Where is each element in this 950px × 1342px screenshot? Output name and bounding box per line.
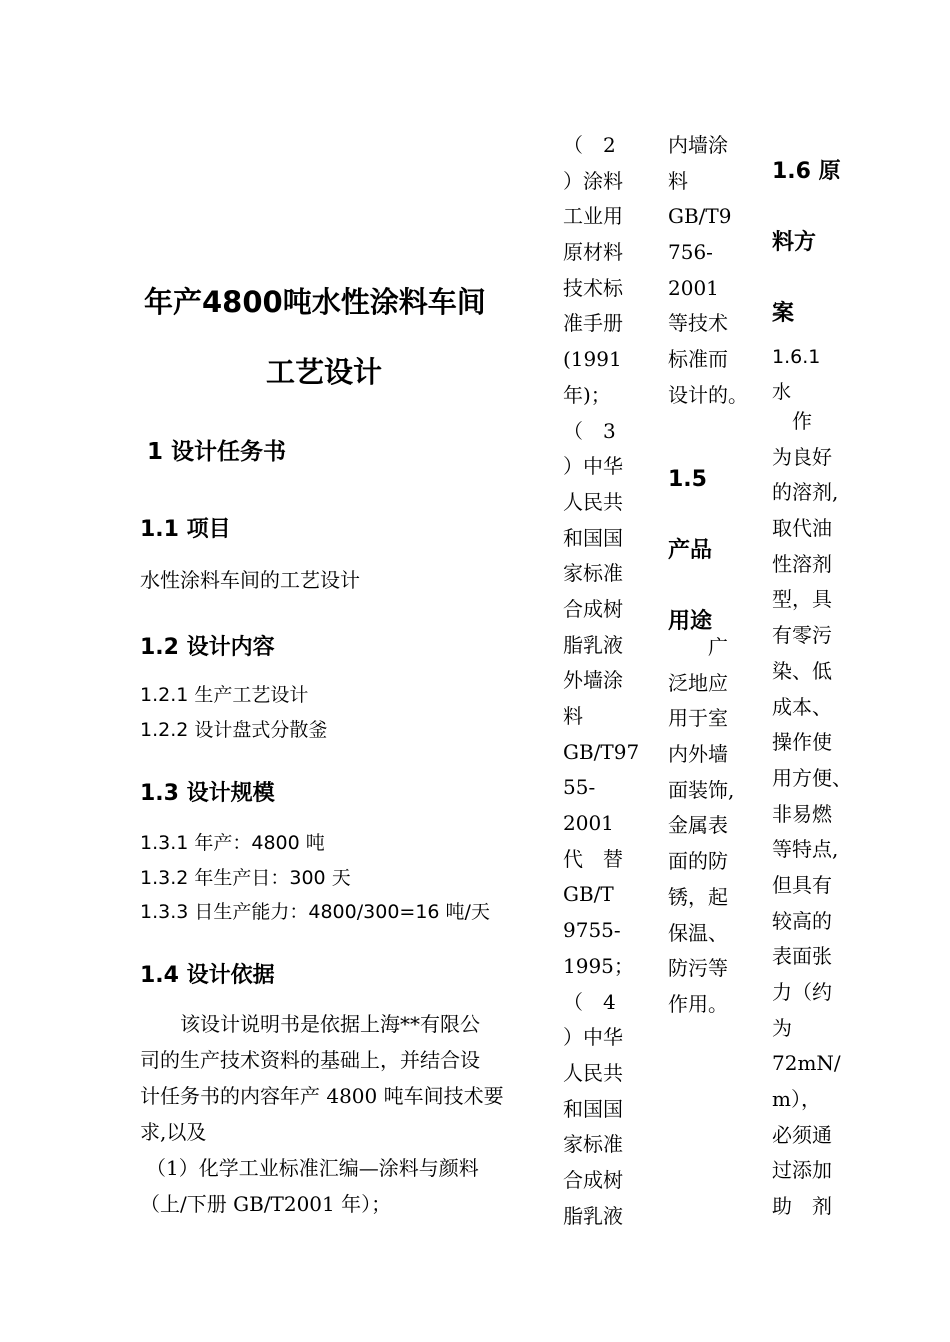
col2-line: 代 替 xyxy=(563,846,623,871)
section-1-2-2: 1.2.2 设计盘式分散釜 xyxy=(140,719,328,741)
doc-title-line2: 工艺设计 xyxy=(266,355,383,389)
col4-line: 助 剂 xyxy=(772,1194,832,1219)
col4-line: 染、低 xyxy=(772,658,832,683)
section-1-1-text: 水性涂料车间的工艺设计 xyxy=(140,568,360,592)
col3-line: 2001 xyxy=(668,275,719,300)
section-1-1-heading: 1.1 项目 xyxy=(140,517,231,542)
section-1-2-1: 1.2.1 生产工艺设计 xyxy=(140,684,309,706)
col4-line: 过添加 xyxy=(772,1158,832,1183)
col3-line: 保温、 xyxy=(668,920,728,945)
col4-line: 用方便、 xyxy=(772,765,852,790)
section-1-4-paragraph xyxy=(140,1006,530,1222)
column-2 xyxy=(563,128,640,1234)
col3-line: 756- xyxy=(668,240,713,265)
col2-line: 2001 xyxy=(563,811,614,836)
section-1-4-heading: 1.4 设计依据 xyxy=(140,963,275,988)
col4-line: 为良好 xyxy=(772,444,832,469)
col2-line: 合成树 xyxy=(563,596,623,621)
heading-line: 产品 xyxy=(668,538,713,563)
col4-line: 表面张 xyxy=(772,944,832,969)
doc-title-line1: 年产4800吨水性涂料车间 xyxy=(144,285,486,319)
col2-line: 家标准 xyxy=(563,561,623,586)
col4-line: 但具有 xyxy=(772,872,832,897)
section-1-6-1-heading xyxy=(772,340,820,410)
col3-line: 用于室 xyxy=(668,706,728,731)
col3-line: 面的防 xyxy=(668,849,728,874)
section-1-3-3: 1.3.3 日生产能力：4800/300=16 吨/天 xyxy=(140,901,490,923)
col4-line: 72mN/ xyxy=(772,1051,841,1076)
col2-line: 9755- xyxy=(563,918,621,943)
heading-line: 料方 xyxy=(772,230,817,255)
col2-line: 55- xyxy=(563,775,596,800)
col2-line: (1991 xyxy=(563,347,622,372)
col3-line: 内墙涂 xyxy=(668,133,728,157)
col2-line: （ 4 xyxy=(563,989,616,1014)
col2-line: 准手册 xyxy=(563,311,623,336)
col3-line: 内外墙 xyxy=(668,742,728,767)
col4-line: m）， xyxy=(772,1087,821,1112)
col4-line: 力（约 xyxy=(772,980,832,1004)
col3-line: 作用。 xyxy=(668,991,728,1016)
col2-line: 料 xyxy=(563,704,583,728)
heading-line: 1.6 原 xyxy=(772,159,841,184)
col3-line: 锈，起 xyxy=(668,884,728,909)
column-3 xyxy=(668,128,748,414)
heading-line: 水 xyxy=(772,381,792,403)
section-1-5-heading xyxy=(668,444,712,657)
col4-line: 型，具 xyxy=(772,587,832,612)
heading-line: 案 xyxy=(772,301,795,326)
paragraph-line: 司的生产技术资料的基础上，并结合设 xyxy=(140,1048,480,1072)
col2-line: 合成树 xyxy=(563,1167,623,1192)
col3-line: 等技术 xyxy=(668,311,728,336)
section-1-3-2: 1.3.2 年生产日：300 天 xyxy=(140,867,351,889)
col2-line: 脂乳液 xyxy=(563,1203,623,1228)
col4-line: 的溶剂, xyxy=(772,480,839,505)
col2-line: 工业用 xyxy=(563,204,623,229)
col4-line: 作 xyxy=(772,409,812,433)
paragraph-line: 求,以及 xyxy=(140,1120,207,1144)
col4-line: 较高的 xyxy=(772,908,832,933)
paragraph-line: 该设计说明书是依据上海**有限公 xyxy=(140,1012,480,1036)
col3-line: 设计的。 xyxy=(668,382,748,407)
col2-line: 人民共 xyxy=(563,1060,623,1085)
col3-line: 泛地应 xyxy=(668,670,728,695)
col2-line: ）涂料 xyxy=(563,168,623,193)
col2-line: GB/T xyxy=(563,882,614,907)
section-1-3-1: 1.3.1 年产：4800 吨 xyxy=(140,832,325,854)
col2-line: 年)； xyxy=(563,382,611,407)
col2-line: GB/T97 xyxy=(563,739,640,764)
section-1-3-heading: 1.3 设计规模 xyxy=(140,781,275,806)
section-1-6-1-text xyxy=(772,404,862,1225)
col3-line: 面装饰, xyxy=(668,777,735,802)
col4-line: 必须通 xyxy=(772,1122,832,1147)
section-1-5-text xyxy=(668,630,748,1023)
col2-line: ）中华 xyxy=(563,454,623,479)
col4-line: 性溶剂 xyxy=(772,551,832,576)
col2-line: 原材料 xyxy=(563,240,623,265)
col3-line: 金属表 xyxy=(668,813,728,838)
reference-line: （1）化学工业标准汇编—涂料与颜料 xyxy=(146,1156,479,1180)
section-1-6-heading xyxy=(772,136,841,349)
section-1-2-heading: 1.2 设计内容 xyxy=(140,635,275,660)
col3-line: 广 xyxy=(668,635,728,659)
col2-line: 外墙涂 xyxy=(563,668,623,693)
col2-line: 人民共 xyxy=(563,489,623,514)
col3-line: 标准而 xyxy=(668,347,728,372)
col2-line: 和国国 xyxy=(563,525,623,550)
col2-line: 脂乳液 xyxy=(563,632,623,657)
col2-line: 和国国 xyxy=(563,1096,623,1121)
col2-line: （ 3 xyxy=(563,418,616,443)
col4-line: 有零污 xyxy=(772,623,832,648)
heading-line: 1.5 xyxy=(668,467,707,492)
col2-line: 1995； xyxy=(563,953,634,978)
col4-line: 为 xyxy=(772,1015,792,1040)
col4-line: 非易燃 xyxy=(772,801,832,826)
reference-line: （上/下册 GB/T2001 年）； xyxy=(140,1192,392,1216)
col4-line: 成本、 xyxy=(772,694,832,719)
col4-line: 操作使 xyxy=(772,730,832,755)
heading-line: 1.6.1 xyxy=(772,346,821,368)
col3-line: 料 xyxy=(668,168,688,193)
col2-line: （ 2 xyxy=(563,133,616,157)
col3-line: GB/T9 xyxy=(668,204,732,229)
heading-line: 用途 xyxy=(668,609,713,634)
col4-line: 等特点, xyxy=(772,837,839,862)
col2-line: 家标准 xyxy=(563,1132,623,1157)
col3-line: 防污等 xyxy=(668,956,728,981)
col2-line: 技术标 xyxy=(563,275,623,300)
col4-line: 取代油 xyxy=(772,516,832,541)
section-1-heading: 1 设计任务书 xyxy=(147,439,287,465)
col2-line: ）中华 xyxy=(563,1025,623,1050)
paragraph-line: 计任务书的内容年产 4800 吨车间技术要 xyxy=(140,1084,504,1108)
